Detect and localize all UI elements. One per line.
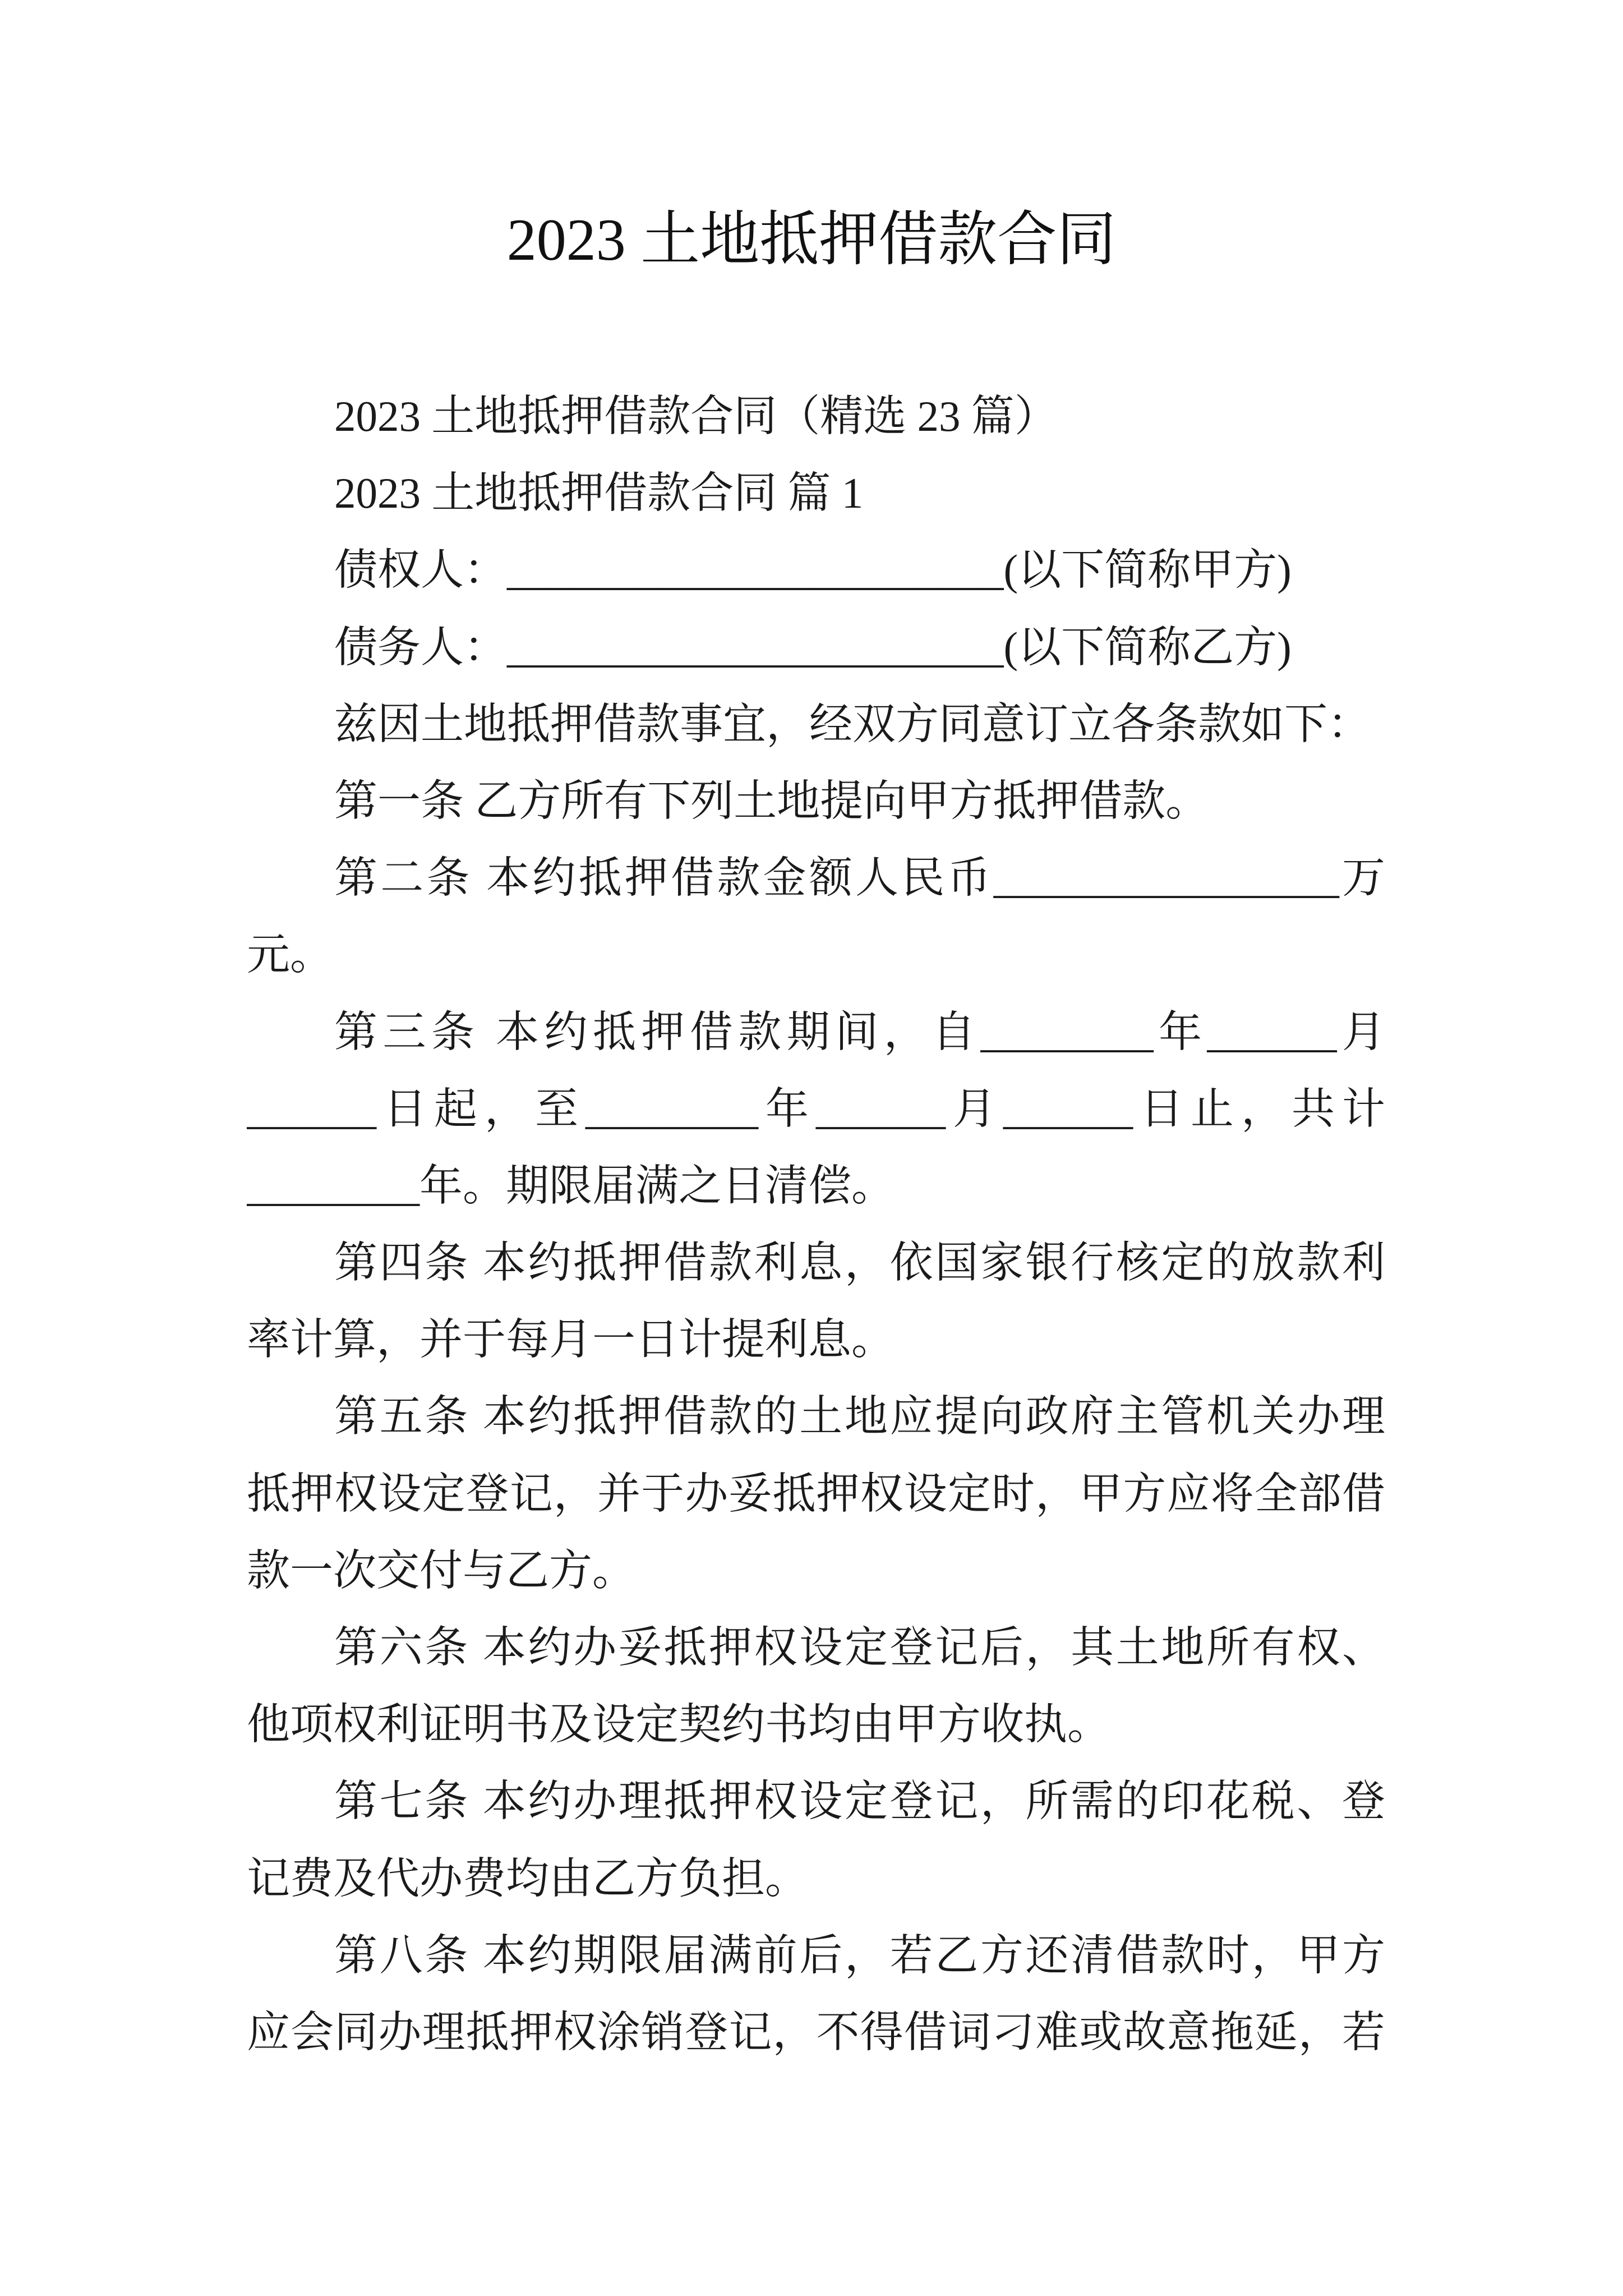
text-line: 元。 (247, 931, 333, 979)
document-body (247, 378, 1385, 2071)
paragraph-article-8 (247, 1917, 1385, 2071)
text-line: 第二条 本约抵押借款金额人民币________________万 (334, 854, 1385, 903)
text-line: 2023 土地抵押借款合同 篇 1 (334, 469, 864, 518)
paragraph-article-5 (247, 1378, 1385, 1609)
text-line: ________年。期限届满之日清偿。 (247, 1161, 895, 1210)
paragraph-article-2 (247, 840, 1385, 993)
paragraph-article-7 (247, 1763, 1385, 1917)
paragraph-article-1 (247, 763, 1385, 840)
text-line: 第六条 本约办妥抵押权设定登记后，其土地所有权、 (334, 1623, 1385, 1672)
text-line: 他项权利证明书及设定契约书均由甲方收执。 (247, 1700, 1110, 1749)
text-line: 款一次交付与乙方。 (247, 1546, 635, 1595)
paragraph-article-6 (247, 1609, 1385, 1763)
paragraph-debtor (247, 609, 1385, 686)
document-title: 2023 土地抵押借款合同 (506, 207, 1117, 273)
debtor-line: 债务人：_______________________(以下简称乙方) (334, 623, 1292, 671)
text-line: 率计算，并于每月一日计提利息。 (247, 1315, 895, 1364)
text-line: ______日起，至________年______月______日止，共计 (247, 1084, 1385, 1133)
text-line: 第八条 本约期限届满前后，若乙方还清借款时，甲方 (334, 1931, 1385, 1980)
paragraph-article-4 (247, 1225, 1385, 1378)
paragraph-preamble (247, 686, 1385, 763)
text-line: 第一条 乙方所有下列土地提向甲方抵押借款。 (334, 776, 1209, 825)
text-line: 应会同办理抵押权涂销登记，不得借词刁难或故意拖延，若 (247, 2008, 1385, 2056)
text-line: 第四条 本约抵押借款利息，依国家银行核定的放款利 (334, 1239, 1385, 1287)
text-line: 兹因土地抵押借款事宜，经双方同意订立各条款如下： (334, 700, 1371, 748)
paragraph-section-heading (247, 455, 1385, 532)
text-line: 抵押权设定登记，并于办妥抵押权设定时，甲方应将全部借 (247, 1469, 1385, 1518)
text-line: 第三条 本约抵押借款期间，自________年______月 (334, 1007, 1385, 1056)
text-line: 记费及代办费均由乙方负担。 (247, 1854, 808, 1903)
text-line: 2023 土地抵押借款合同（精选 23 篇） (334, 392, 1058, 440)
paragraph-subtitle (247, 378, 1385, 455)
paragraph-creditor (247, 532, 1385, 609)
paragraph-article-3 (247, 994, 1385, 1225)
text-line: 第七条 本约办理抵押权设定登记，所需的印花税、登 (334, 1777, 1385, 1826)
text-line: 第五条 本约抵押借款的土地应提向政府主管机关办理 (334, 1392, 1385, 1441)
creditor-line: 债权人：_______________________(以下简称甲方) (334, 546, 1292, 595)
